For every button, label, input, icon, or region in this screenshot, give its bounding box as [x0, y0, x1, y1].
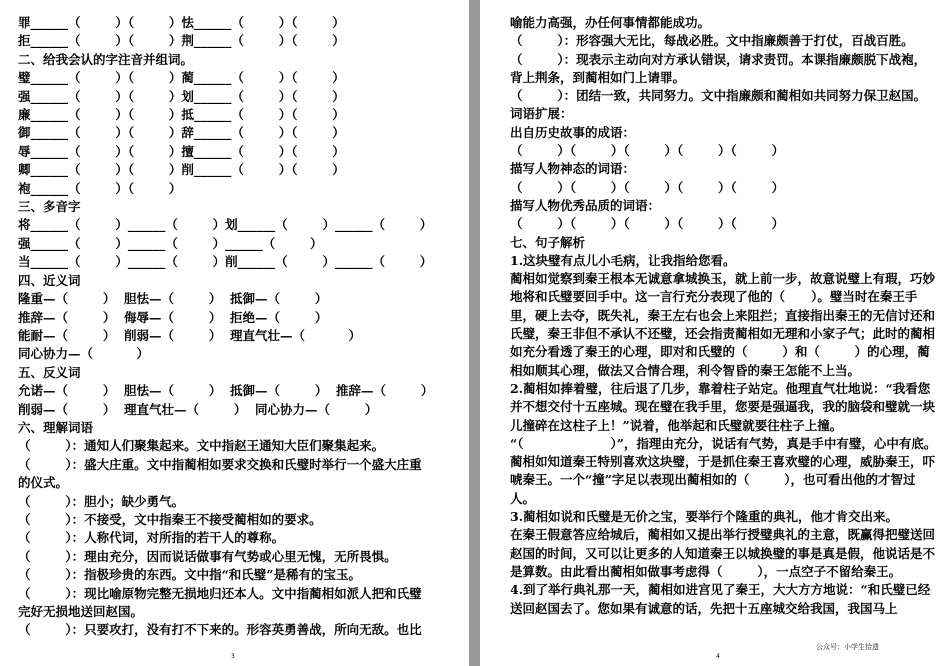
text-line: 强______（ ）______（ ）______（ ） [18, 235, 323, 251]
text-line: （ ）：形容强大无比，每战必胜。文中指廉颇善于打仗，百战百胜。 [510, 33, 914, 49]
text-line: 拒______（ ）（ ）荆______（ ）（ ） [18, 33, 345, 49]
text-line: 隆重—（ ） 胆怯—（ ） 抵御—（ ） [18, 291, 328, 307]
text-line: 推辞—（ ） 侮辱—（ ） 拒绝—（ ） [18, 309, 328, 325]
footer-text: 公众号：小学生拾遗 [816, 643, 879, 651]
text-line: （ ）：团结一致，共同努力。文中指廉颇和蔺相如共同努力保卫赵国。 [510, 88, 927, 104]
text-line: 袍______（ ）（ ） [18, 180, 182, 196]
text-line: 允诺—（ ） 胆怯—（ ） 抵御—（ ） 推辞—（ ） [18, 383, 434, 399]
text-line: 强______（ ）（ ）划______（ ）（ ） [18, 88, 345, 104]
left-page [0, 0, 469, 666]
text-line: （ ）：不接受，文中指秦王不接受蔺相如的要求。 [18, 511, 322, 527]
text-line: 2.蔺相如捧着璧，往后退了几步，靠着柱子站定。他理直气壮地说：“我看您并不想交付十五座城。现在璧在我手里，您要是强逼我，我的脑袋和璧就一块儿撞碎在这柱子上！”说着，他举起和氏璧就要往柱子上撞。 [510, 380, 936, 433]
text-line: 3.蔺相如说和氏璧是无价之宝，要举行个隆重的典礼，他才肯交出来。 [510, 509, 899, 525]
text-line: （ ）：只要攻打，没有打不下来的。形容英勇善战，所向无敌。也比 [18, 622, 422, 638]
text-line: 蔺相如觉察到秦王根本无诚意拿城换玉，就上前一步，故意说璧上有瑕，巧妙地将和氏璧要回手中。这一言行充分表现了他的（ ）。璧当时在秦王手里，硬上去夺，既失礼，秦王左右也会上来阻拦；直接指出秦王的无信讨还和氏璧，秦王非但不承认不还璧，还会指责蔺相如无理和小家子气；此时的蔺相如充分看透了秦王的心理，即对和氏璧的（ ）和（ ）的心理，蔺相如顺其心理，做法又合情合理，利令智昏的秦王怎能不上当。 [510, 271, 936, 378]
text-line: 描写人物优秀品质的词语： [510, 197, 661, 213]
text-line: 当______（ ）______（ ）削______（ ）______（ ） [18, 254, 433, 270]
page-number: 4 [716, 653, 720, 660]
text-line: 出自历史故事的成语： [510, 124, 636, 140]
text-line: 同心协力—（ ） [18, 346, 150, 362]
text-line: 描写人物神态的词语： [510, 161, 636, 177]
text-line: 六、理解词语 [18, 419, 94, 435]
text-line: 将______（ ）______（ ）划______（ ）______（ ） [18, 217, 433, 233]
text-line: （ ）：盛大庄重。文中指蔺相如要求交换和氏璧时举行一个盛大庄重 [18, 456, 422, 472]
text-line: （ ）（ ）（ ）（ ）（ ） [510, 216, 785, 232]
text-line: 三、多音字 [18, 199, 81, 215]
text-line: 罪______（ ）（ ）怯______（ ）（ ） [18, 15, 345, 30]
text-line: 二、给我会认的字注音并组词。 [18, 51, 194, 67]
text-line: 完好无损地送回赵国。 [18, 604, 144, 619]
text-line: 卿______（ ）（ ）削______（ ）（ ） [18, 162, 345, 178]
text-line: （ ）：胆小；缺少勇气。 [18, 493, 185, 509]
text-line: 璧______（ ）（ ）蔺______（ ）（ ） [18, 70, 345, 86]
text-line: （ ）（ ）（ ）（ ）（ ） [510, 179, 785, 195]
text-line: （ ）：理由充分，因而说话做事有气势或心里无愧，无所畏惧。 [18, 548, 397, 564]
right-page-content [510, 14, 938, 618]
text-line: 能耐—（ ） 削弱—（ ） 理直气壮—（ ） [18, 327, 362, 343]
text-line: 词语扩展： [510, 106, 573, 122]
text-line: （ ）：现表示主动向对方承认错误，请求责罚。本课指廉颇脱下战袍，背上荆条，到蔺相如门上请罪。 [510, 51, 927, 85]
text-line: 在秦王假意答应给城后，蔺相如又提出举行授璧典礼的主意，既赢得把璧送回赵国的时间，又可以让更多的人知道秦王以城换璧的事是真是假，他说话是不是算数。由此看出蔺相如做事考虑得（ ），一点空子不留给秦王。 [510, 527, 936, 579]
text-line: 喻能力高强，办任何事情都能成功。 [510, 15, 711, 30]
text-line: （ ）：指极珍贵的东西。文中指“和氏璧”是稀有的宝玉。 [18, 567, 361, 583]
text-line: 四、近义词 [18, 272, 81, 288]
text-line: 五、反义词 [18, 364, 81, 380]
text-line: “（ ）”，指理由充分，说话有气势，真是手中有璧，心中有底。蔺相如知道秦王特别喜欢这块璧，于是抓住秦王喜欢璧的心理，威胁秦王，吓唬秦王。一个“撞”字足以表现出蔺相如的（ ），也可看出他的才智过人。 [510, 435, 937, 506]
left-page-content [18, 14, 459, 640]
text-line: 的仪式。 [18, 475, 69, 491]
text-line: 4.到了举行典礼那一天，蔺相如进宫见了秦王，大大方方地说：“和氏璧已经送回赵国去了。您如果有诚意的话，先把十五座城交给我国，我国马上 [510, 582, 931, 616]
text-line: 1.这块璧有点儿小毛病，让我指给您看。 [510, 252, 736, 268]
text-line: （ ）：人称代词，对所指的若干人的尊称。 [18, 530, 285, 546]
page-number: 3 [231, 653, 235, 660]
text-line: 七、句子解析 [510, 234, 586, 250]
text-line: 廉______（ ）（ ）抵______（ ）（ ） [18, 107, 345, 123]
text-line: （ ）：现比喻原物完整无损地归还本人。文中指蔺相如派人把和氏璧 [18, 585, 422, 601]
text-line: （ ）：通知人们聚集起来。文中指赵王通知大臣们聚集起来。 [18, 438, 385, 454]
text-line: 削弱—（ ） 理直气壮—（ ） 同心协力—（ ） [18, 401, 378, 417]
text-line: （ ）（ ）（ ）（ ）（ ） [510, 143, 785, 159]
right-page [480, 0, 950, 666]
text-line: 辱______（ ）（ ）擅______（ ）（ ） [18, 143, 345, 159]
text-line: 御______（ ）（ ）辞______（ ）（ ） [18, 125, 345, 141]
